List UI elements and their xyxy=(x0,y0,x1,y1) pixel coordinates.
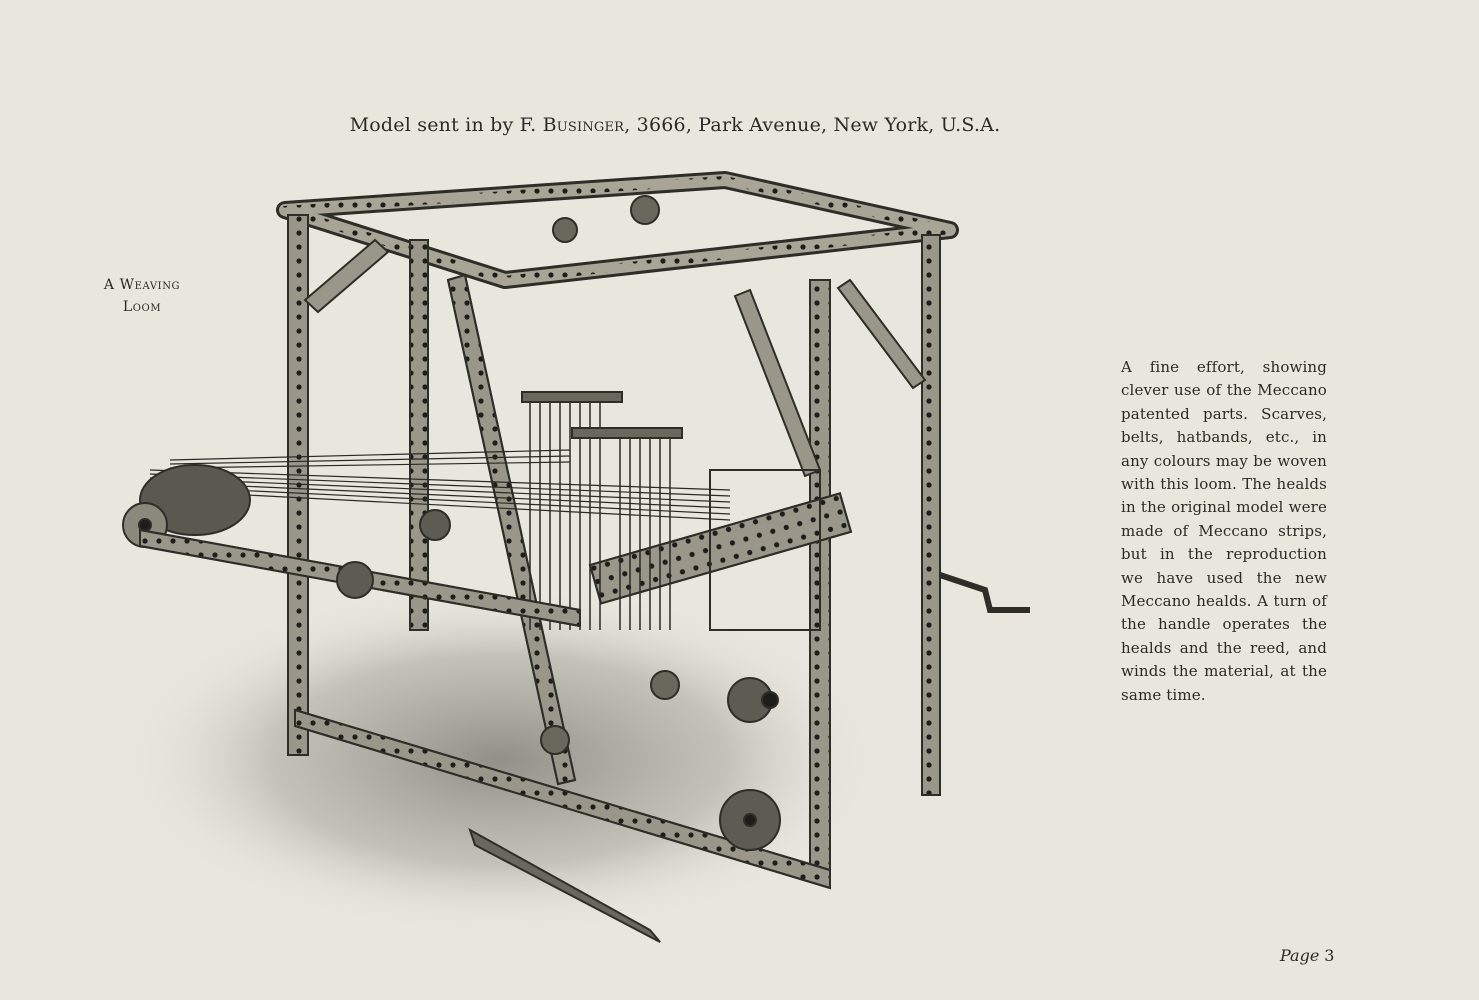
description-text: A fine effort, showing clever use of the Meccano patented parts. Scarves, belts, hatbands, etc., in any colours may be woven with this loom. The healds in the original model were made of Meccano strips, but in the reproduction we have used the new Meccano healds. A turn of the handle operates the healds and the reed, and winds the material, at the same time. xyxy=(1121,358,1327,704)
caption-name: Businger xyxy=(542,114,625,136)
loom-illustration xyxy=(110,170,1040,954)
page-number-label: Page xyxy=(1280,946,1320,965)
page-number-value: 3 xyxy=(1324,946,1335,965)
figure-label-line1: A Weaving xyxy=(103,277,181,293)
page-caption xyxy=(0,114,1350,136)
figure-label-line2: Loom xyxy=(122,299,162,315)
floor-shadow xyxy=(120,585,880,935)
loom-drawing xyxy=(110,170,1040,950)
page-number xyxy=(1280,946,1334,965)
caption-prefix: Model sent in by F. xyxy=(349,114,537,136)
caption-suffix: , 3666, Park Avenue, New York, U.S.A. xyxy=(624,114,1001,136)
